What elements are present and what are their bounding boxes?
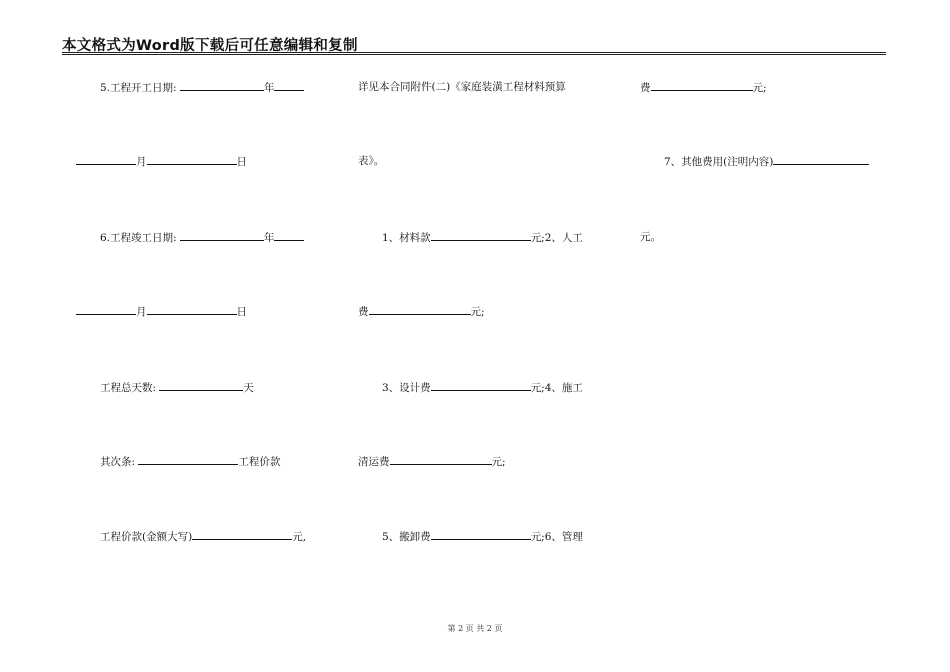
page-number-footer: 第 2 页 共 2 页: [447, 624, 503, 633]
month-unit: 月: [136, 306, 147, 318]
start-day-blank: [147, 154, 237, 165]
design-blank: [431, 380, 531, 391]
start-year-blank: [180, 80, 264, 91]
handling-blank: [431, 529, 531, 540]
start-date-line: [100, 80, 304, 95]
next-clause-line: [100, 454, 280, 469]
mgmt-label: 费: [640, 82, 651, 94]
cleanup-tail: 元;: [491, 456, 506, 468]
other-fees-tail: 元。: [640, 231, 661, 243]
other-fees-label: 7、其他费用(注明内容): [664, 156, 774, 168]
other-fees-line: [664, 154, 869, 169]
design-tail: 元;4、施工: [530, 382, 583, 394]
handling-label: 5、搬卸费: [382, 531, 431, 543]
next-clause-label: 其次条:: [100, 456, 136, 468]
mgmt-line: [640, 80, 767, 95]
labor-label: 费: [358, 306, 369, 318]
design-label: 3、设计费: [382, 382, 431, 394]
end-day-blank: [147, 304, 237, 315]
end-month-blank: [274, 230, 304, 241]
cleanup-blank: [390, 454, 492, 465]
end-month-cont-blank: [76, 304, 136, 315]
detail-cont-line: [358, 154, 384, 168]
material-line: [382, 230, 583, 245]
price-caps-tail: 元,: [292, 531, 307, 543]
cleanup-line: [358, 454, 506, 469]
other-fees-cont-line: [640, 230, 661, 244]
end-year-blank: [180, 230, 264, 241]
start-date-cont-line: [76, 154, 247, 169]
price-caps-line: [100, 529, 306, 544]
other-fees-blank: [773, 154, 869, 165]
total-days-label: 工程总天数:: [100, 382, 157, 394]
total-days-blank: [159, 380, 243, 391]
end-date-cont-line: [76, 304, 247, 319]
total-days-line: [100, 380, 254, 395]
header-divider: [62, 52, 886, 55]
days-unit: 天: [243, 382, 254, 394]
handling-line: [382, 529, 583, 544]
labor-line: [358, 304, 485, 319]
material-label: 1、材料款: [382, 232, 431, 244]
material-tail: 元;2、人工: [530, 232, 583, 244]
end-date-label: 6.工程竣工日期:: [100, 232, 177, 244]
detail-text: 详见本合同附件(二)《家庭装潢工程材料预算: [358, 81, 566, 93]
day-unit: 日: [236, 306, 247, 318]
detail-line: [358, 80, 566, 94]
labor-tail: 元;: [470, 306, 485, 318]
day-unit: 日: [236, 156, 247, 168]
end-date-line: [100, 230, 304, 245]
year-unit: 年: [263, 82, 275, 94]
material-blank: [431, 230, 531, 241]
price-caps-blank: [192, 529, 292, 540]
mgmt-tail: 元;: [752, 82, 767, 94]
price-label: 工程价款: [238, 456, 281, 468]
start-month-cont-blank: [76, 154, 136, 165]
cleanup-label: 清运费: [358, 456, 390, 468]
start-date-label: 5.工程开工日期:: [100, 82, 177, 94]
mgmt-blank: [651, 80, 753, 91]
start-month-blank: [274, 80, 304, 91]
month-unit: 月: [136, 156, 147, 168]
labor-blank: [369, 304, 471, 315]
design-line: [382, 380, 583, 395]
year-unit: 年: [263, 232, 275, 244]
document-header-title: 本文格式为Word版下载后可任意编辑和复制: [62, 38, 358, 54]
detail-text-tail: 表》。: [358, 155, 385, 167]
price-caps-label: 工程价款(金额大写): [100, 531, 193, 543]
handling-tail: 元;6、管理: [530, 531, 583, 543]
next-clause-blank: [138, 454, 238, 465]
